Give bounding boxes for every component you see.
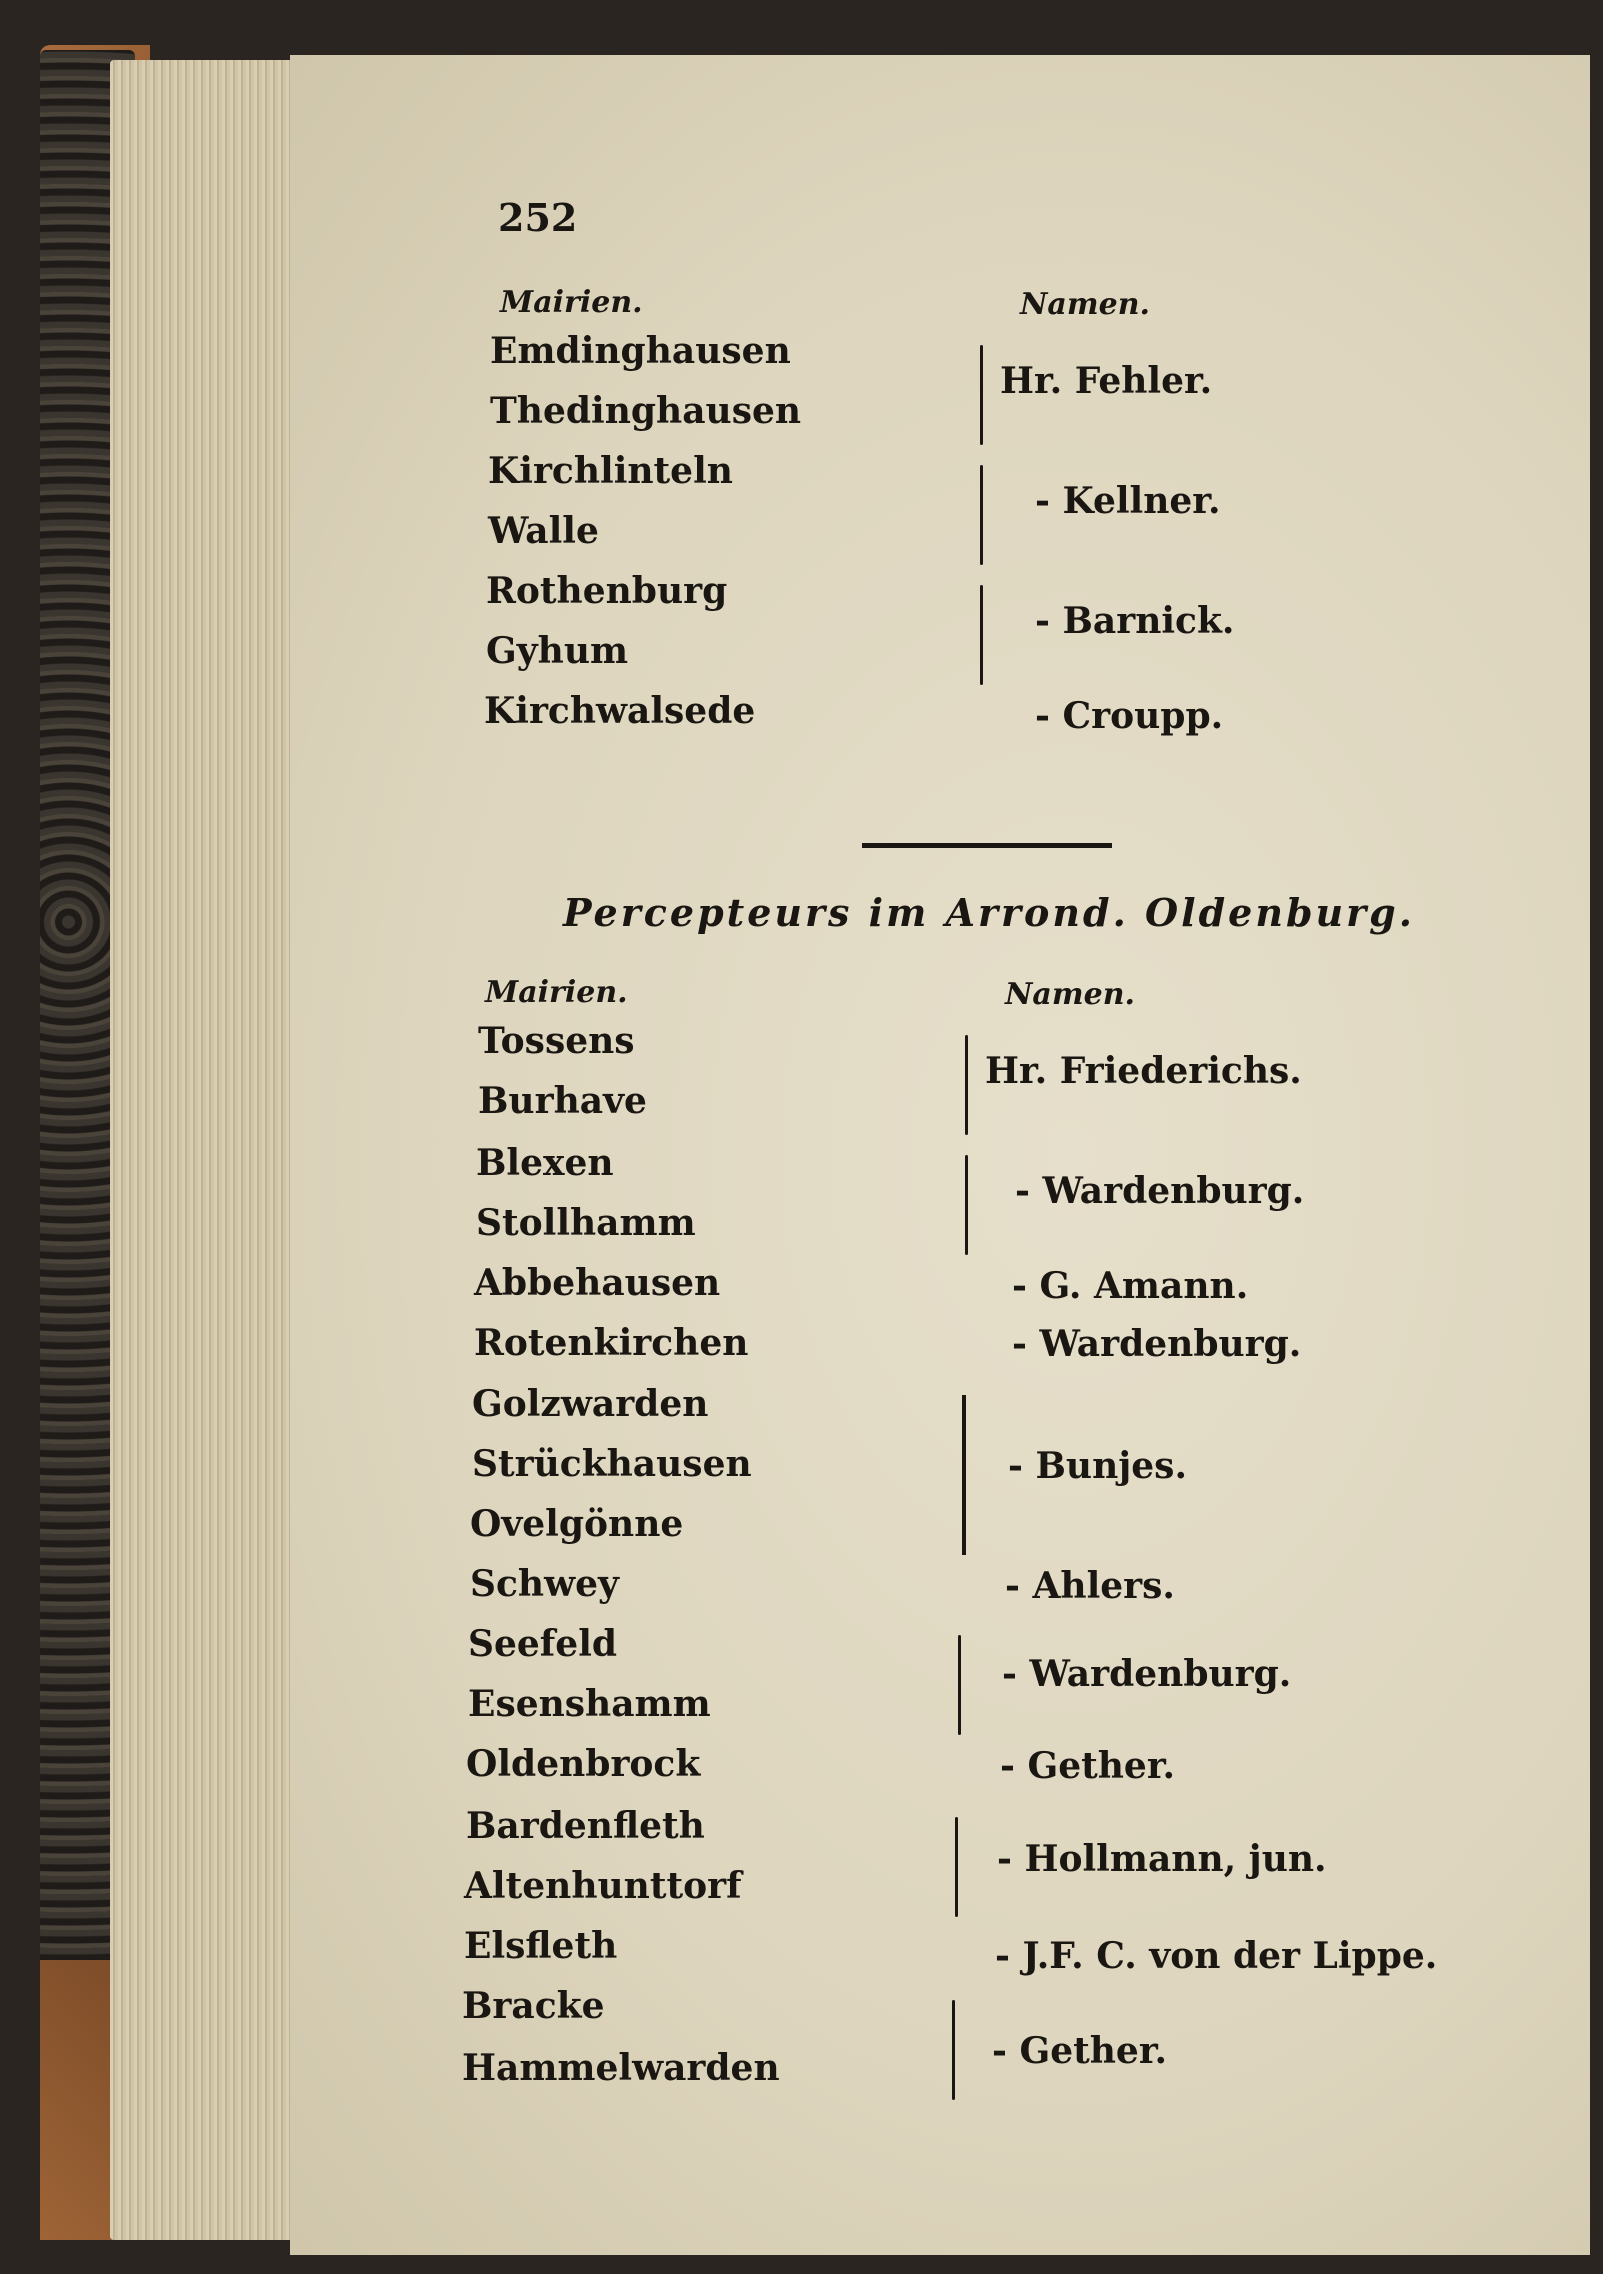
mairie-entry: Altenhunttorf [464,1865,742,1907]
grouping-brace [955,1817,958,1917]
grouping-brace [965,1155,968,1255]
grouping-brace [952,2000,955,2100]
percepteur-name: - Wardenburg. [1012,1323,1302,1365]
mairie-entry: Strückhausen [472,1443,752,1485]
book-page [290,55,1590,2255]
mairie-entry: Walle [488,510,599,552]
mairie-entry: Abbehausen [474,1262,721,1304]
mairie-entry: Elsfleth [464,1925,618,1967]
mairie-entry: Emdinghausen [490,330,791,372]
percepteur-name: - Croupp. [1035,695,1224,737]
mairie-entry: Kirchwalsede [484,690,756,732]
percepteur-name: - Ahlers. [1005,1565,1175,1607]
mairie-entry: Schwey [470,1563,619,1605]
column-header-mairien: Mairien. [500,285,643,320]
grouping-brace [980,465,983,565]
percepteur-name: - Kellner. [1035,480,1221,522]
grouping-brace [980,585,983,685]
column-header-mairien: Mairien. [485,975,628,1010]
mairie-entry: Esenshamm [468,1683,711,1725]
page-block-edges [110,60,310,2240]
percepteur-name: - Gether. [1000,1745,1176,1787]
percepteur-name: Hr. Friederichs. [985,1050,1302,1092]
mairie-entry: Bracke [462,1985,605,2027]
section-divider-rule [862,843,1112,848]
mairie-entry: Ovelgönne [470,1503,684,1545]
grouping-brace [958,1635,961,1735]
mairie-entry: Seefeld [468,1623,618,1665]
percepteur-name: - Wardenburg. [1015,1170,1305,1212]
grouping-brace [980,345,983,445]
mairie-entry: Oldenbrock [466,1743,701,1785]
percepteur-name: Hr. Fehler. [1000,360,1213,402]
mairie-entry: Tossens [478,1020,635,1062]
mairie-entry: Kirchlinteln [488,450,733,492]
column-header-namen: Namen. [1005,977,1135,1012]
mairie-entry: Gyhum [486,630,629,672]
mairie-entry: Rotenkirchen [474,1322,749,1364]
percepteur-name: - Bunjes. [1008,1445,1187,1487]
percepteur-name: - Hollmann, jun. [997,1838,1327,1880]
percepteur-name: - Gether. [992,2030,1168,2072]
section-title: Percepteurs im Arrond. Oldenburg. [563,890,1415,935]
percepteur-name: - J.F. C. von der Lippe. [995,1935,1438,1977]
mairie-entry: Golzwarden [472,1383,709,1425]
mairie-entry: Rothenburg [486,570,728,612]
mairie-entry: Burhave [478,1080,647,1122]
page-number: 252 [498,195,578,240]
percepteur-name: - Wardenburg. [1002,1653,1292,1695]
mairie-entry: Blexen [476,1142,614,1184]
mairie-entry: Thedinghausen [490,390,802,432]
grouping-brace [962,1395,966,1555]
grouping-brace [965,1035,968,1135]
mairie-entry: Bardenfleth [466,1805,705,1847]
mairie-entry: Hammelwarden [462,2047,780,2089]
percepteur-name: - G. Amann. [1012,1265,1249,1307]
mairie-entry: Stollhamm [476,1202,696,1244]
column-header-namen: Namen. [1020,287,1150,322]
percepteur-name: - Barnick. [1035,600,1235,642]
